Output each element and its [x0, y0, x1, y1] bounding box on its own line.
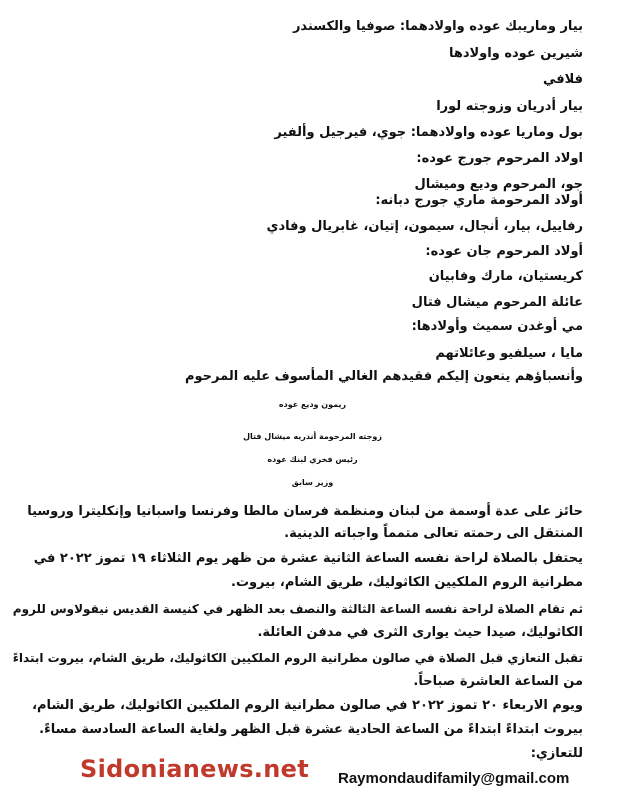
mourner-line: عائلة المرحوم ميشال فتال [411, 295, 583, 310]
body-line: حائز على عدة أوسمة من لبنان ومنظمة فرسان مالطا وفرنسا واسبانيا وإنكليترا وروسيا [27, 504, 583, 519]
deceased-name: ريمون وديع عوده [278, 400, 347, 409]
body-line: من الساعة العاشرة صباحاً. [413, 674, 583, 689]
title-line: وزير سابق [291, 478, 334, 487]
mourner-line: مي أوغدن سميث وأولادها: [411, 319, 583, 334]
mourner-line: رفاييل، بيار، أنجال، سيمون، إتيان، غابريال وفادي [266, 219, 583, 234]
body-line: تقبل التعازي قبل الصلاة في صالون مطرانية الروم الملكيين الكاثوليك، طريق الشام، بيروت ابتداءً [12, 651, 583, 665]
title-line: زوجته المرحومة أندريه ميشال فتال [243, 432, 382, 441]
body-line: ثم تقام الصلاة لراحة نفسه الساعة الثالثة والنصف بعد الظهر في كنيسة القديس نيقولاوس للروم [12, 602, 583, 616]
mourner-line: أولاد المرحوم جان عوده: [425, 244, 583, 259]
watermark-logo: Sidonianews.net [80, 755, 309, 783]
contact-email: Raymondaudifamily@gmail.com [338, 770, 570, 787]
mourner-line: بيار وماريبك عوده واولادهما: صوفيا والكسندر [292, 19, 583, 34]
mourner-line: فلافي [542, 72, 583, 87]
body-line: المنتقل الى رحمته تعالى متمماً واجباته الدينية. [284, 526, 583, 541]
body-line: يحتفل بالصلاة لراحة نفسه الساعة الثانية عشرة من ظهر يوم الثلاثاء ١٩ تموز ٢٠٢٢ في [33, 551, 583, 566]
mourner-line: جو، المرحوم وديع وميشال [414, 177, 583, 192]
title-line: رئيس فخري لبنك عوده [267, 455, 358, 464]
body-line: مطرانية الروم الملكيين الكاثوليك، طريق الشام، بيروت. [231, 575, 583, 590]
mourner-line: شيرين عوده واولادها [448, 46, 583, 61]
body-line: ويوم الاربعاء ٢٠ تموز ٢٠٢٢ في صالون مطرانية الروم الملكيين الكاثوليك، طريق الشام، [32, 698, 583, 713]
condolences-label: للتعازي: [530, 746, 583, 761]
mourner-line: بول وماريا عوده واولادهما: جوي، فيرجيل وألفير [274, 125, 583, 140]
mourner-line: اولاد المرحوم جورج عوده: [416, 151, 583, 166]
mourner-line: أولاد المرحومة ماري جورج دبانه: [375, 193, 583, 208]
mourner-line: مايا ، سيلفيو وعائلاتهم [435, 346, 583, 361]
body-line: بيروت ابتداءً ابتداءً من الساعة الحادية عشرة قبل الظهر ولغاية الساعة السادسة مساءً. [39, 722, 583, 737]
mourner-line: كريستيان، مارك وفابيان [428, 269, 583, 284]
mourner-line: بيار أدريان وزوجته لورا [436, 99, 583, 114]
mourner-line: وأنسباؤهم ينعون إليكم فقيدهم الغالي المأسوف عليه المرحوم [185, 369, 583, 384]
body-line: الكاثوليك، صيدا حيث يوارى الثرى في مدفن العائلة. [257, 625, 583, 640]
